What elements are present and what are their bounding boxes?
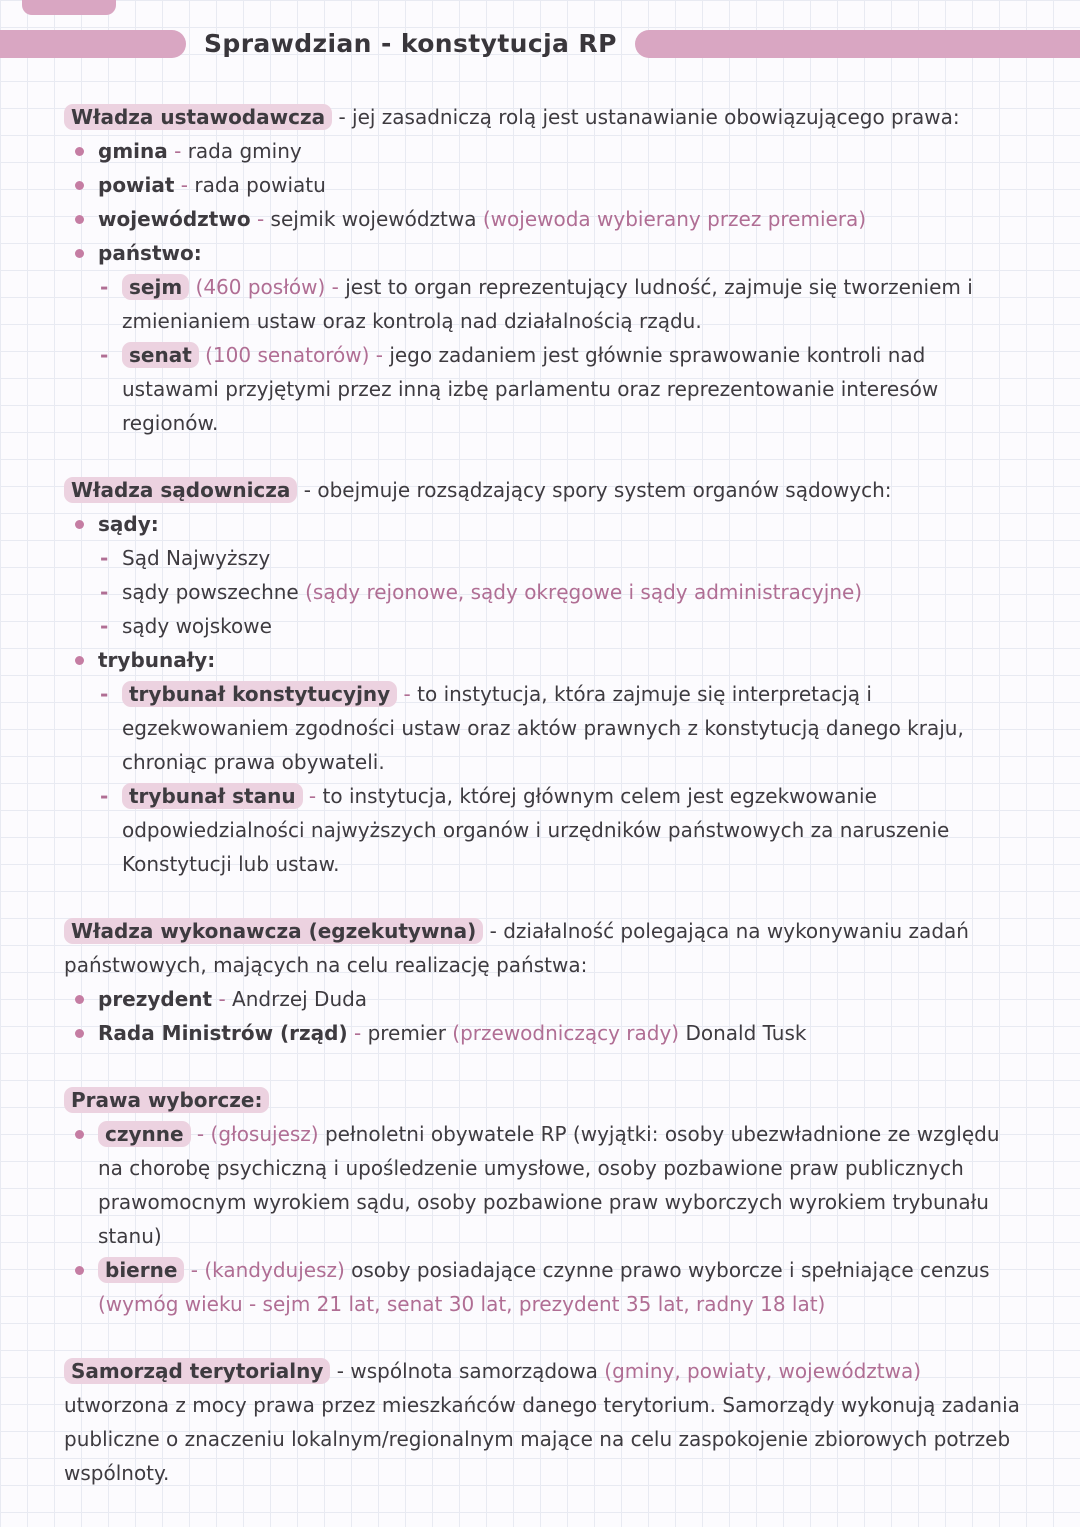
heading-run: (gminy, powiaty, województwa) xyxy=(604,1359,922,1383)
item-run: (kandydujesz) xyxy=(204,1258,345,1282)
item-text xyxy=(98,982,1026,1016)
item-text xyxy=(98,1253,1026,1321)
item-run: czynne xyxy=(98,1121,191,1147)
item-run: premier xyxy=(367,1021,453,1045)
item-run: sądy wojskowe xyxy=(122,614,272,638)
bullet-item xyxy=(64,134,1026,168)
bullet-dot-icon xyxy=(70,1253,98,1321)
item-run: (wojewoda wybierany przez premiera) xyxy=(482,207,867,231)
item-text xyxy=(122,338,1026,440)
item-run: (460 posłów) - xyxy=(195,275,346,299)
item-text xyxy=(98,643,1026,677)
section-prawa-wyborcze xyxy=(64,1083,1026,1321)
item-run: sejmik województwa xyxy=(270,207,483,231)
item-run: sejm xyxy=(122,274,189,300)
dash-icon: - xyxy=(100,614,109,638)
dash-item xyxy=(64,338,1026,440)
item-run: - xyxy=(167,139,188,163)
item-run: trybunał stanu xyxy=(122,783,303,809)
dash-item xyxy=(64,779,1026,881)
dash-icon: - xyxy=(100,546,109,570)
bullet-dot-icon xyxy=(70,134,98,168)
bullet-dot-icon xyxy=(70,202,98,236)
dash-item xyxy=(64,609,1026,643)
top-left-highlight-bar xyxy=(22,0,116,15)
dash-icon: - xyxy=(100,343,109,367)
item-run: senat xyxy=(122,342,199,368)
item-run: prezydent xyxy=(98,987,213,1011)
item-run: jego zadaniem jest głównie sprawowanie kontroli nad ustawami przyjętymi przez inną izbę parlamentu oraz reprezentowanie interesów regionów. xyxy=(122,343,939,435)
item-run: pełnoletni obywatele RP (wyjątki: osoby ubezwładnione ze względu na chorobę psychiczną i upośledzenie umysłowe, osoby pozbawione praw publicznych prawomocnym wyrokiem sądu, osoby pozbawione praw wyborczych wyrokiem trybunału stanu) xyxy=(98,1122,1000,1248)
item-text xyxy=(98,507,1026,541)
item-run: rada powiatu xyxy=(194,173,326,197)
bullet-dot-icon xyxy=(70,982,98,1016)
dash-icon: - xyxy=(100,682,109,706)
heading-run: Samorząd terytorialny xyxy=(64,1358,330,1384)
section-heading xyxy=(64,1354,1026,1490)
item-run: (przewodniczący rady) xyxy=(452,1021,680,1045)
item-run: to instytucja, której głównym celem jest egzekwowanie odpowiedzialności najwyższych organów i urzędników państwowych za naruszenie Konstytucji lub ustaw. xyxy=(122,784,950,876)
heading-run: Władza sądownicza xyxy=(64,477,297,503)
section-heading xyxy=(64,473,1026,507)
bullet-item xyxy=(64,168,1026,202)
item-run: trybunał konstytucyjny xyxy=(122,681,397,707)
item-run: rada gminy xyxy=(187,139,302,163)
item-text xyxy=(122,541,1026,575)
item-text xyxy=(98,1016,1026,1050)
item-text xyxy=(122,779,1026,881)
heading-run: - wspólnota samorządowa xyxy=(330,1359,605,1383)
item-run: sądy powszechne xyxy=(122,580,306,604)
bullet-item xyxy=(64,202,1026,236)
bullet-item xyxy=(64,1253,1026,1321)
item-text xyxy=(98,1117,1026,1253)
heading-run: Prawa wyborcze: xyxy=(64,1087,269,1113)
heading-run: Władza wykonawcza (egzekutywna) xyxy=(64,918,483,944)
dash-icon: - xyxy=(100,580,109,604)
item-text xyxy=(122,575,1026,609)
bullet-item xyxy=(64,1117,1026,1253)
item-text xyxy=(98,236,1026,270)
bullet-item xyxy=(64,982,1026,1016)
dash-icon: - xyxy=(100,784,109,808)
item-run: to instytucja, która zajmuje się interpretacją i egzekwowaniem zgodności ustaw oraz aktów prawnych z konstytucją danego kraju, chroniąc prawa obywateli. xyxy=(122,682,964,774)
bullet-dot-icon xyxy=(70,236,98,270)
item-run: - xyxy=(190,1122,211,1146)
item-run: - xyxy=(397,682,418,706)
item-run: bierne xyxy=(98,1257,184,1283)
heading-run: - działalność polegająca na wykonywaniu zadań państwowych, mających na celu realizację państwa: xyxy=(64,919,969,977)
item-run: (100 senatorów) - xyxy=(205,343,390,367)
heading-run: utworzona z mocy prawa przez mieszkańców danego terytorium. Samorządy wykonują zadania publiczne o znaczeniu lokalnym/regionalnym mające na celu zaspokojenie zbiorowych potrzeb wspólnoty. xyxy=(64,1393,1020,1485)
dash-item xyxy=(64,677,1026,779)
bullet-item xyxy=(64,236,1026,270)
item-run: - xyxy=(302,784,323,808)
bullet-item xyxy=(64,643,1026,677)
section-heading xyxy=(64,914,1026,982)
dash-item xyxy=(64,270,1026,338)
bullet-item xyxy=(64,507,1026,541)
page-title: Sprawdzian - konstytucja RP xyxy=(204,29,617,58)
heading-run: - obejmuje rozsądzający spory system organów sądowych: xyxy=(297,478,892,502)
item-text xyxy=(98,202,1026,236)
item-run: Andrzej Duda xyxy=(232,987,368,1011)
heading-run: Władza ustawodawcza xyxy=(64,104,332,130)
item-run: (sądy rejonowe, sądy okręgowe i sądy administracyjne) xyxy=(305,580,863,604)
item-run: trybunały: xyxy=(98,648,216,672)
section-samorzad-terytorialny xyxy=(64,1354,1026,1490)
item-run: - xyxy=(347,1021,368,1045)
item-run: Sąd Najwyższy xyxy=(122,546,271,570)
section-wladza-ustawodawcza xyxy=(64,100,1026,440)
item-run: - xyxy=(174,173,195,197)
item-text xyxy=(122,609,1026,643)
item-run: - xyxy=(184,1258,205,1282)
item-run: osoby posiadające czynne prawo wyborcze i spełniające cenzus xyxy=(344,1258,990,1282)
section-heading xyxy=(64,100,1026,134)
item-run: (wymóg wieku - sejm 21 lat, senat 30 lat, prezydent 35 lat, radny 18 lat) xyxy=(98,1292,826,1316)
heading-run: - jej zasadniczą rolą jest ustanawianie obowiązującego prawa: xyxy=(332,105,960,129)
item-run: (głosujesz) xyxy=(210,1122,319,1146)
item-run: gmina xyxy=(98,139,168,163)
item-run: jest to organ reprezentujący ludność, zajmuje się tworzeniem i zmienianiem ustaw oraz kontrolą nad działalnością rządu. xyxy=(122,275,973,333)
section-wladza-sadownicza xyxy=(64,473,1026,881)
item-text xyxy=(122,270,1026,338)
item-text xyxy=(98,168,1026,202)
title-row xyxy=(0,0,1080,58)
item-run: sądy: xyxy=(98,512,159,536)
section-heading xyxy=(64,1083,1026,1117)
bullet-item xyxy=(64,1016,1026,1050)
item-run: Donald Tusk xyxy=(679,1021,807,1045)
bullet-dot-icon xyxy=(70,643,98,677)
item-run: - xyxy=(250,207,271,231)
dash-item xyxy=(64,575,1026,609)
bullet-dot-icon xyxy=(70,1117,98,1253)
bullet-dot-icon xyxy=(70,507,98,541)
item-run: województwo xyxy=(98,207,251,231)
bullet-dot-icon xyxy=(70,1016,98,1050)
item-text xyxy=(98,134,1026,168)
item-run: - xyxy=(212,987,233,1011)
title-ribbon-right-icon xyxy=(635,30,1080,58)
title-ribbon-left-icon xyxy=(0,30,186,58)
sections xyxy=(0,100,1080,1490)
item-run: Rada Ministrów (rząd) xyxy=(98,1021,348,1045)
section-wladza-wykonawcza xyxy=(64,914,1026,1050)
dash-item xyxy=(64,541,1026,575)
item-run: państwo: xyxy=(98,241,202,265)
dash-icon: - xyxy=(100,275,109,299)
bullet-dot-icon xyxy=(70,168,98,202)
item-run: powiat xyxy=(98,173,175,197)
item-text xyxy=(122,677,1026,779)
